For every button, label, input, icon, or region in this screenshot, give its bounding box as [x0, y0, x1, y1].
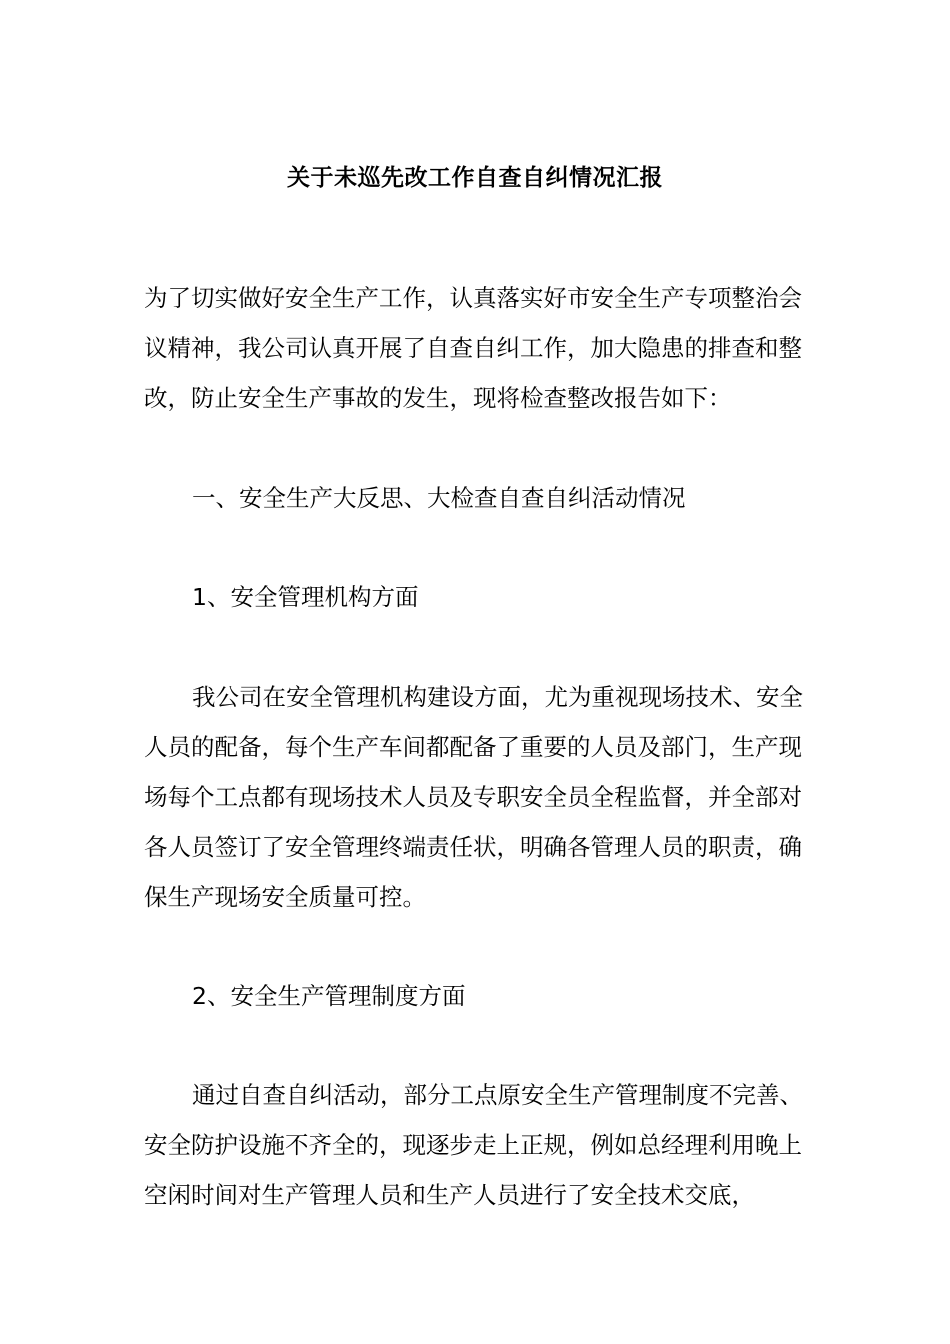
subsection-2-paragraph: 通过自查自纠活动，部分工点原安全生产管理制度不完善、安全防护设施不齐全的，现逐步走上正规，例如总经理利用晚上空闲时间对生产管理人员和生产人员进行了安全技术交底， — [144, 1081, 803, 1209]
document-title: 关于未巡先改工作自查自纠情况汇报 — [287, 165, 663, 191]
subsection-heading-1: 1、安全管理机构方面 — [192, 583, 419, 611]
section-heading-1: 一、安全生产大反思、大检查自查自纠活动情况 — [192, 484, 686, 512]
intro-paragraph: 为了切实做好安全生产工作，认真落实好市安全生产专项整治会议精神，我公司认真开展了自查自纠工作，加大隐患的排查和整改，防止安全生产事故的发生，现将检查整改报告如下： — [144, 284, 802, 412]
subsection-heading-2: 2、安全生产管理制度方面 — [192, 982, 466, 1010]
subsection-1-paragraph: 我公司在安全管理机构建设方面，尤为重视现场技术、安全人员的配备，每个生产车间都配备了重要的人员及部门，生产现场每个工点都有现场技术人员及专职安全员全程监督，并全部对各人员签订了安全管理终端责任状，明确各管理人员的职责，确保生产现场安全质量可控。 — [144, 683, 803, 911]
